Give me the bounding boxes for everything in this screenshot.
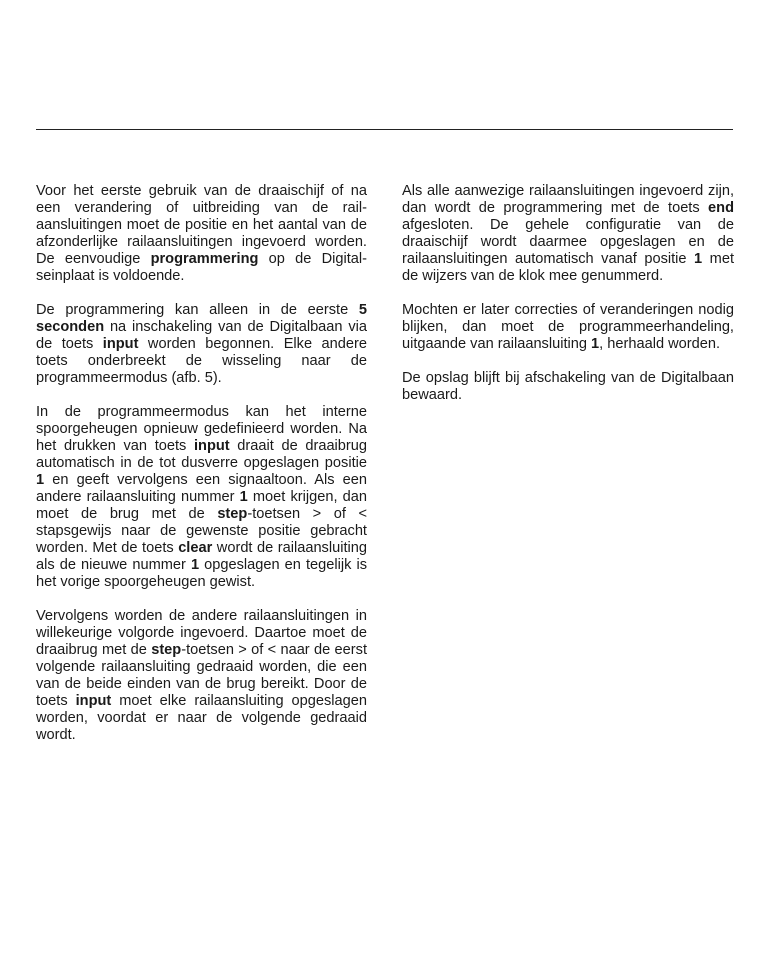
paragraph-storage [402,370,734,404]
text: moet elke railaansluiting opgeslagen worden, voordat er naar de volgende gedraaid wordt. [36,693,367,743]
bold-text: step [151,642,182,658]
paragraph-end-programming [402,183,734,285]
text: -toetsen > of < stapsgewijs naar de gewenste positie gebracht worden. Met de toets [36,506,367,556]
right-column [402,183,734,421]
paragraph-other-connections [36,608,367,744]
text: In de programmeermodus kan het interne spoorgeheugen opnieuw gedefinieerd worden. Na het drukken van toets [36,404,367,454]
text: met de wijzers van de klok mee genummerd. [402,251,734,284]
bold-text: step [217,506,248,522]
text: na inschakeling van de Digitalbaan via de toets [36,319,367,352]
text: Als alle aanwezige railaansluitingen ingevoerd zijn, dan wordt de programmering met de toets [402,183,734,216]
bold-text: input [193,438,230,454]
bold-text: clear [178,540,213,556]
bold-text: 1 [694,251,703,267]
bold-text: 5 seconden [36,302,367,335]
bold-text: input [75,693,112,709]
text: en geeft vervolgens een signaaltoon. Als een andere railaansluiting nummer [36,472,367,505]
text: opgeslagen en tegelijk is het vorige spoorgeheugen gewist. [36,557,367,590]
bold-text: 1 [36,472,45,488]
text: Mochten er later correcties of veranderingen nodig blijken, dan moet de programmeerhandeling, uitgaande van railaansluiting [402,302,734,352]
header-rule [36,129,733,130]
bold-text: 1 [591,336,600,352]
bold-text: 1 [239,489,248,505]
text: Voor het eerste gebruik van de draaischijf of na een verandering of uitbreiding van de railaansluitingen moet de positie en het aantal van de afzonderlijke railaansluitingen ingevoerd worden. De eenvoudige [36,183,367,267]
text: De programmering kan alleen in de eerste [36,302,359,318]
bold-text: input [102,336,139,352]
text: De opslag blijft bij afschakeling van de Digitalbaan bewaard. [402,370,734,403]
text: wordt de railaansluiting als de nieuwe nummer [36,540,367,573]
bold-text: 1 [190,557,200,573]
text: -toetsen > of < naar de eerst volgende railaansluiting gedraaid worden, die een van de beide einden van de brug bereikt. Door de toets [36,642,367,709]
text: moet krijgen, dan moet de brug met de [36,489,367,522]
text: afgesloten. De gehele configuratie van de draaischijf wordt daarmee opgeslagen en de railaansluitingen automatisch vanaf positie [402,217,734,267]
text: , herhaald worden. [599,336,721,352]
bold-text: programmering [150,251,259,267]
text: Vervolgens worden de andere railaansluitingen in willekeurige volgorde ingevoerd. Daartoe moet de draaibrug met de [36,608,367,658]
bold-text: end [708,200,734,216]
text: draait de draaibrug automatisch in de tot dusverre opgeslagen positie [36,438,368,471]
paragraph-programming-mode [36,404,367,591]
paragraph-first-use [36,183,367,285]
text: worden begonnen. Elke andere toets onderbreekt de wisseling naar de programmeermodus (afb. 5). [36,336,367,386]
text: op de Digital-seinplaat is voldoende. [36,251,367,284]
paragraph-corrections [402,302,734,353]
paragraph-start-programming [36,302,367,387]
left-column [36,183,367,761]
